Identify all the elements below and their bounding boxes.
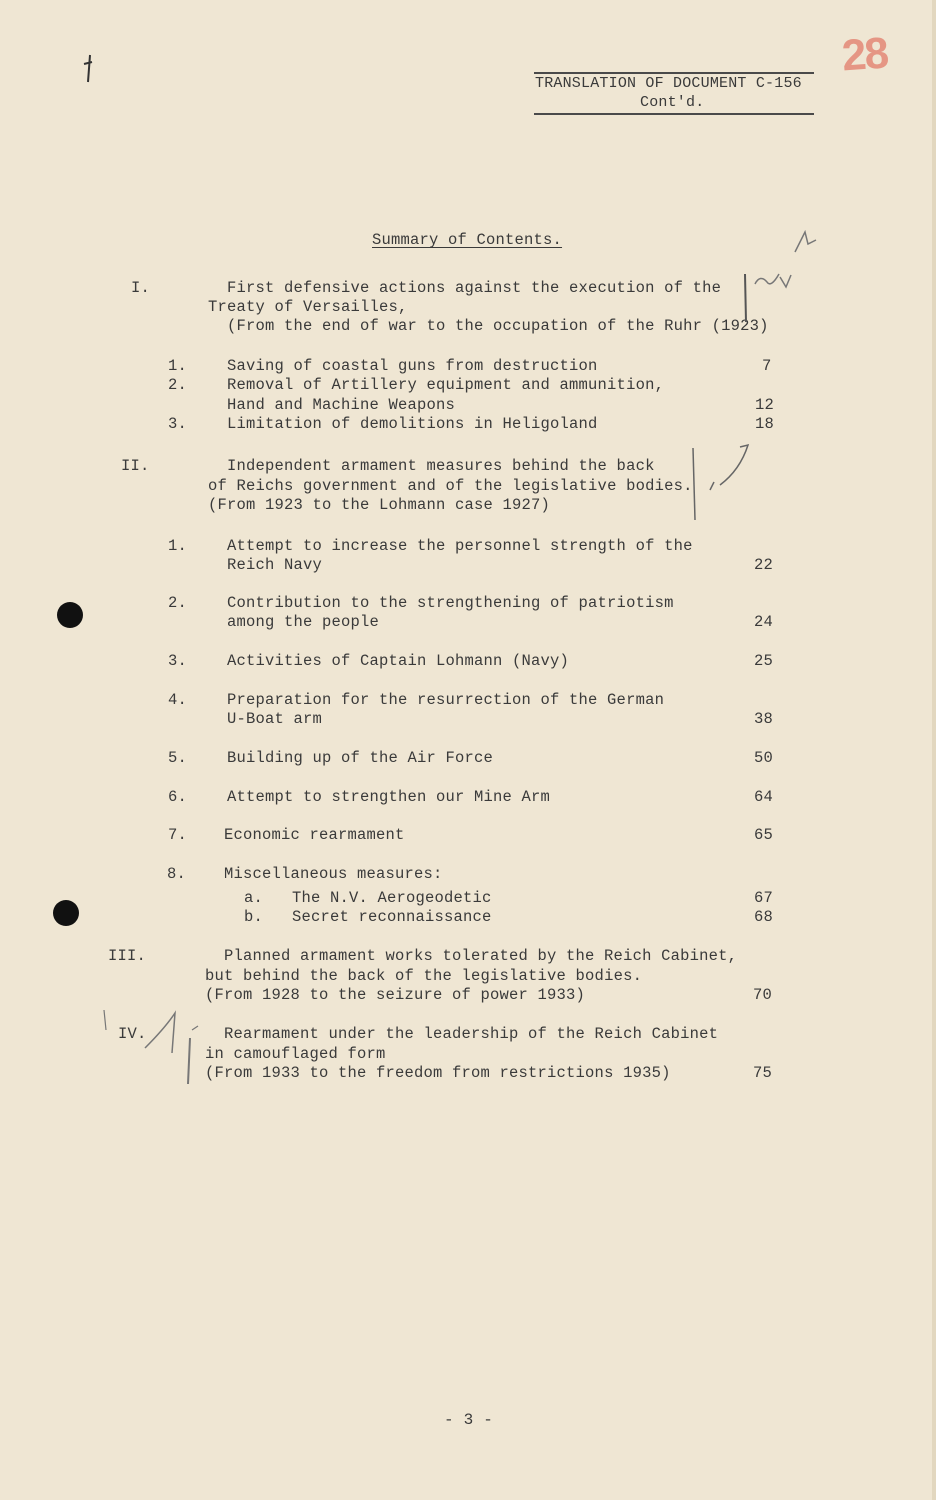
page-title: Summary of Contents. xyxy=(372,231,563,249)
pencil-bracket-icon xyxy=(100,1008,210,1088)
pencil-mark-icon xyxy=(80,52,100,86)
item-text: Reich Navy xyxy=(227,556,323,574)
item-number: 3. xyxy=(168,415,188,433)
pencil-check-icon xyxy=(690,440,760,530)
section-heading-line: (From the end of war to the occupation of the Ruhr (1923) xyxy=(227,317,769,335)
punch-hole-icon xyxy=(57,602,83,628)
subitem-page: 68 xyxy=(754,908,774,926)
item-text: Attempt to increase the personnel strength of the xyxy=(227,537,693,555)
page-stamp-number: 28 xyxy=(840,28,889,81)
subitem-page: 67 xyxy=(754,889,774,907)
section-numeral: II. xyxy=(121,457,150,475)
page-number: - 3 - xyxy=(444,1411,494,1429)
item-text: Building up of the Air Force xyxy=(227,749,494,767)
item-page: 22 xyxy=(754,556,774,574)
item-number: 7. xyxy=(168,826,188,844)
section-page: 70 xyxy=(753,986,773,1004)
pencil-annotation-icon xyxy=(740,222,840,342)
item-text: among the people xyxy=(227,613,380,631)
item-number: 1. xyxy=(168,357,188,375)
item-number: 3. xyxy=(168,652,188,670)
item-number: 2. xyxy=(168,376,188,394)
item-text: U-Boat arm xyxy=(227,710,323,728)
subitem-text: The N.V. Aerogeodetic xyxy=(292,889,492,907)
item-page: 38 xyxy=(754,710,774,728)
item-text: Contribution to the strengthening of patriotism xyxy=(227,594,674,612)
header-title: TRANSLATION OF DOCUMENT C-156 xyxy=(535,75,802,92)
section-heading-line: (From 1933 to the freedom from restrictions 1935) xyxy=(205,1064,671,1082)
item-text: Miscellaneous measures: xyxy=(224,865,443,883)
section-heading-line: Independent armament measures behind the back xyxy=(227,457,655,475)
item-text: Saving of coastal guns from destruction xyxy=(227,357,598,375)
item-page: 12 xyxy=(755,396,775,414)
item-text: Attempt to strengthen our Mine Arm xyxy=(227,788,551,806)
section-heading-line: in camouflaged form xyxy=(205,1045,386,1063)
item-page: 24 xyxy=(754,613,774,631)
item-page: 7 xyxy=(762,357,772,375)
section-page: 75 xyxy=(753,1064,773,1082)
section-heading-line: Treaty of Versailles, xyxy=(208,298,408,316)
section-heading-line: First defensive actions against the execution of the xyxy=(227,279,722,297)
header-bottom-rule xyxy=(534,113,814,115)
subitem-text: Secret reconnaissance xyxy=(292,908,492,926)
item-number: 6. xyxy=(168,788,188,806)
item-text: Preparation for the resurrection of the German xyxy=(227,691,665,709)
subitem-letter: b. xyxy=(244,908,264,926)
item-text: Limitation of demolitions in Heligoland xyxy=(227,415,598,433)
item-number: 2. xyxy=(168,594,188,612)
section-heading-line: (From 1923 to the Lohmann case 1927) xyxy=(208,496,551,514)
item-number: 1. xyxy=(168,537,188,555)
header-contd: Cont'd. xyxy=(640,94,705,111)
section-numeral: I. xyxy=(131,279,151,297)
item-text: Hand and Machine Weapons xyxy=(227,396,456,414)
section-heading-line: but behind the back of the legislative bodies. xyxy=(205,967,643,985)
section-numeral: III. xyxy=(108,947,147,965)
subitem-letter: a. xyxy=(244,889,264,907)
item-page: 64 xyxy=(754,788,774,806)
item-number: 5. xyxy=(168,749,188,767)
section-numeral: IV. xyxy=(118,1025,147,1043)
item-number: 8. xyxy=(167,865,187,883)
item-page: 65 xyxy=(754,826,774,844)
item-page: 50 xyxy=(754,749,774,767)
section-heading-line: (From 1928 to the seizure of power 1933) xyxy=(205,986,586,1004)
page-edge xyxy=(932,0,936,1500)
item-page: 25 xyxy=(754,652,774,670)
item-page: 18 xyxy=(755,415,775,433)
punch-hole-icon xyxy=(53,900,79,926)
item-text: Removal of Artillery equipment and ammunition, xyxy=(227,376,665,394)
item-text: Economic rearmament xyxy=(224,826,405,844)
section-heading-line: of Reichs government and of the legislative bodies. xyxy=(208,477,693,495)
section-heading-line: Rearmament under the leadership of the Reich Cabinet xyxy=(224,1025,719,1043)
item-number: 4. xyxy=(168,691,188,709)
section-heading-line: Planned armament works tolerated by the Reich Cabinet, xyxy=(224,947,738,965)
item-text: Activities of Captain Lohmann (Navy) xyxy=(227,652,570,670)
